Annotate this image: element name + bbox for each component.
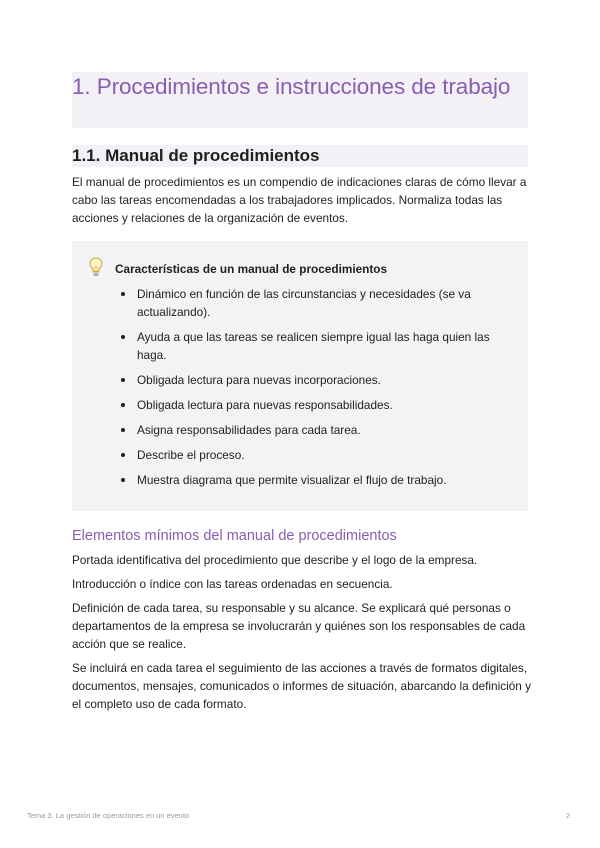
list-item: Obligada lectura para nuevas responsabilidades. xyxy=(118,396,518,414)
paragraph-tracking: Se incluirá en cada tarea el seguimiento de las acciones a través de formatos digitales, documentos, mensajes, comunicados o informes de situación, abarcando la definición y el completo uso de cada formato. xyxy=(72,661,532,711)
callout-title: Características de un manual de procedimientos xyxy=(115,262,388,276)
list-item: Obligada lectura para nuevas incorporaciones. xyxy=(118,371,518,389)
list-item: Asigna responsabilidades para cada tarea. xyxy=(118,421,518,439)
footer-title: Tema 3. La gestión de operaciones en un evento xyxy=(27,811,190,820)
intro-paragraph: El manual de procedimientos es un compendio de indicaciones claras de cómo llevar a cabo las tareas encomendadas a los trabajadores implicados. Normaliza todas las acciones y relaciones de la organización de eventos. xyxy=(72,175,527,225)
paragraph-task-definition: Definición de cada tarea, su responsable y su alcance. Se explicará qué personas o departamentos de la empresa se involucrarán y quiénes son los responsables de cada acción que se realice. xyxy=(72,601,526,651)
list-item: Muestra diagrama que permite visualizar el flujo de trabajo. xyxy=(118,471,518,489)
subsection-title: 1.1. Manual de procedimientos xyxy=(72,146,320,165)
list-item: Ayuda a que las tareas se realicen siempre igual las haga quien las haga. xyxy=(118,328,518,364)
list-item: Describe el proceso. xyxy=(118,446,518,464)
page-number: 2 xyxy=(566,811,571,820)
list-item: Dinámico en función de las circunstancias y necesidades (se va actualizando). xyxy=(118,285,518,321)
lightbulb-icon xyxy=(88,256,104,278)
section-title: 1. Procedimientos e instrucciones de trabajo xyxy=(72,74,511,99)
characteristics-list xyxy=(118,285,518,496)
paragraph-cover: Portada identificativa del procedimiento que describe y el logo de la empresa. xyxy=(72,553,478,567)
minimum-elements-heading: Elementos mínimos del manual de procedimientos xyxy=(72,528,397,544)
paragraph-index: Introducción o índice con las tareas ordenadas en secuencia. xyxy=(72,577,393,591)
